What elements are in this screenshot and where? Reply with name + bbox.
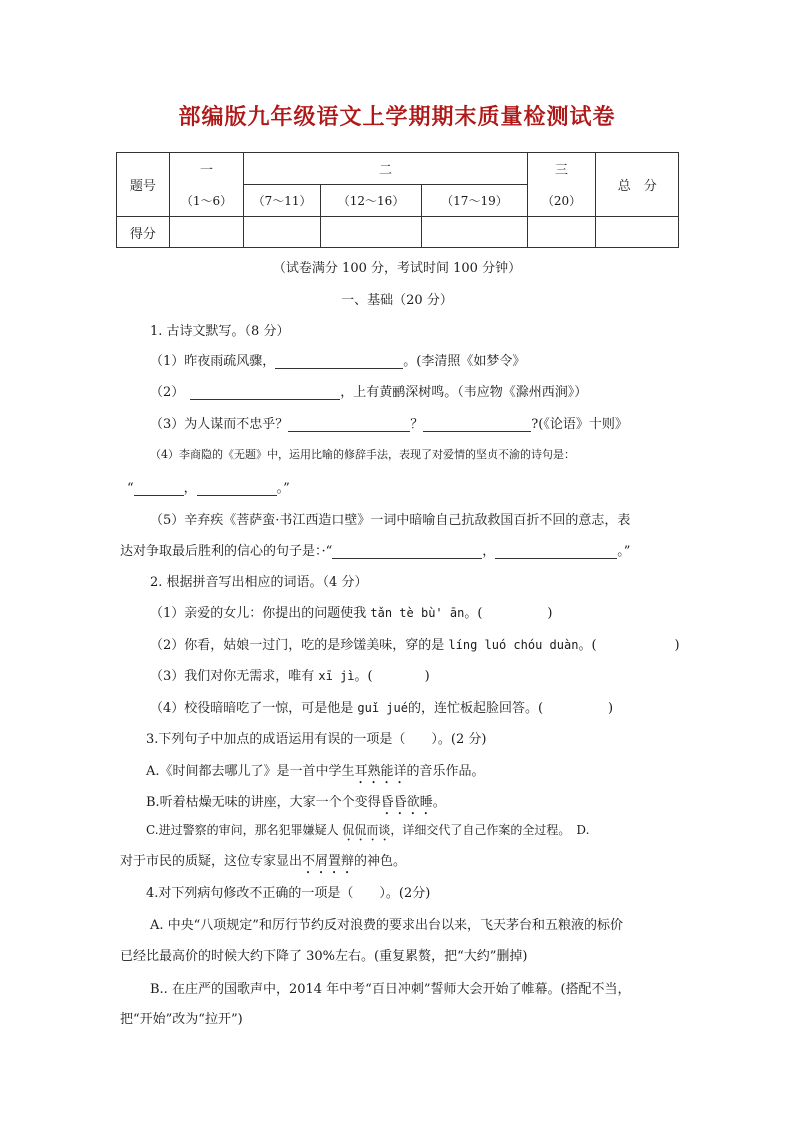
q3-option-c: C.进过警察的审问，那名犯罪嫌疑人 侃侃而谈，详细交代了自己作案的全过程。 D. — [146, 823, 590, 837]
range-2: （7～11） — [244, 185, 321, 217]
label-tihao: 题号 — [117, 153, 170, 217]
q3-option-d: 对于市民的质疑，这位专家显出不屑置辩的神色。 — [120, 854, 407, 869]
q1-item-4-answer: “ ， 。” — [127, 481, 290, 496]
answer-blank[interactable] — [495, 544, 617, 559]
exam-title: 部编版九年级语文上学期期末质量检测试卷 — [178, 105, 616, 130]
answer-blank[interactable] — [332, 544, 482, 559]
answer-blank[interactable] — [134, 481, 184, 496]
range-5: （20） — [527, 185, 596, 217]
exam-info: （试卷满分 100 分，考试时间 100 分钟） — [272, 261, 522, 276]
q1-stem: 1. 古诗文默写。（8 分） — [150, 324, 290, 339]
q4-option-b-line2: 把“开始”改为“拉开”) — [120, 1012, 243, 1027]
q2-item-4: （4）校役暗暗吃了一惊，可是他是 guǐ jué的，连忙板起脸回答。( ) — [150, 701, 614, 716]
header-sec3: 三 — [527, 153, 596, 185]
label-defen: 得分 — [117, 217, 170, 248]
q2-stem: 2. 根据拼音写出相应的词语。（4 分） — [150, 575, 368, 590]
range-3: （12～16） — [320, 185, 421, 217]
q2-item-2: （2）你看，姑娘一过门，吃的是珍馐美味，穿的是 líng luó chóu duàn。( ) — [150, 638, 680, 653]
q1-item-3: （3）为人谋而不忠乎？ ？ ?(《论语》十则》 — [150, 417, 628, 432]
q1-item-1: （1）昨夜雨疏风骤， 。(李清照《如梦令》 — [150, 354, 526, 369]
q4-stem: 4.对下列病句修改不正确的一项是（ ）。(2分) — [146, 886, 431, 901]
section-heading: 一、基础（20 分） — [341, 293, 453, 308]
score-cell[interactable] — [422, 217, 527, 248]
q1-item-5: （5）辛弃疾《菩萨蛮·书江西造口壁》一词中暗喻自己抗敌救国百折不回的意志，表 — [150, 513, 631, 528]
range-4: （17～19） — [422, 185, 527, 217]
q4-option-a-line1: A. 中央“八项规定”和厉行节约反对浪费的要求出台以来，飞天茅台和五粮液的标价 — [150, 918, 623, 933]
answer-blank[interactable] — [197, 481, 277, 496]
q3-option-a: A.《时间都去哪儿了》是一首中学生耳熟能详的音乐作品。 — [146, 764, 485, 779]
score-cell[interactable] — [527, 217, 596, 248]
score-cell[interactable] — [244, 217, 321, 248]
score-table — [116, 152, 679, 248]
header-sec1: 一 — [169, 153, 244, 185]
q1-item-5-answer: 达对争取最后胜利的信心的句子是：·“ ， 。” — [120, 544, 631, 559]
score-cell[interactable] — [169, 217, 244, 248]
q2-item-1: （1）亲爱的女儿：你提出的问题使我 tǎn tè bù' ān。( ) — [150, 606, 553, 621]
q3-option-b: B.听着枯燥无味的讲座，大家一个个变得昏昏欲睡。 — [146, 795, 446, 810]
q4-option-b-line1: B.. 在庄严的国歌声中，2014 年中考“百日冲刺”誓师大会开始了帷幕。(搭配不当， — [150, 982, 631, 997]
answer-blank[interactable] — [190, 385, 340, 400]
q4-option-a-line2: 已经比最高价的时候大约下降了 30%左右。(重复累赘，把“大约”删掉) — [120, 949, 528, 964]
answer-blank[interactable] — [275, 354, 403, 369]
answer-blank[interactable] — [288, 417, 410, 432]
header-total: 总 分 — [596, 153, 679, 217]
answer-blank[interactable] — [423, 417, 531, 432]
header-sec2: 二 — [244, 153, 527, 185]
q3-stem: 3.下列句子中加点的成语运用有误的一项是（ ）。(2 分) — [146, 732, 487, 747]
q2-item-3: （3）我们对你无需求，唯有 xī jì。( ) — [150, 669, 430, 684]
q1-item-2: （2） ，上有黄鹂深树鸣。（韦应物《滁州西涧》） — [150, 385, 588, 400]
score-cell[interactable] — [320, 217, 421, 248]
range-1: （1～6） — [169, 185, 244, 217]
q1-item-4: （4）李商隐的《无题》中，运用比喻的修辞手法，表现了对爱情的坚贞不渝的诗句是： — [150, 448, 575, 461]
score-cell[interactable] — [596, 217, 679, 248]
